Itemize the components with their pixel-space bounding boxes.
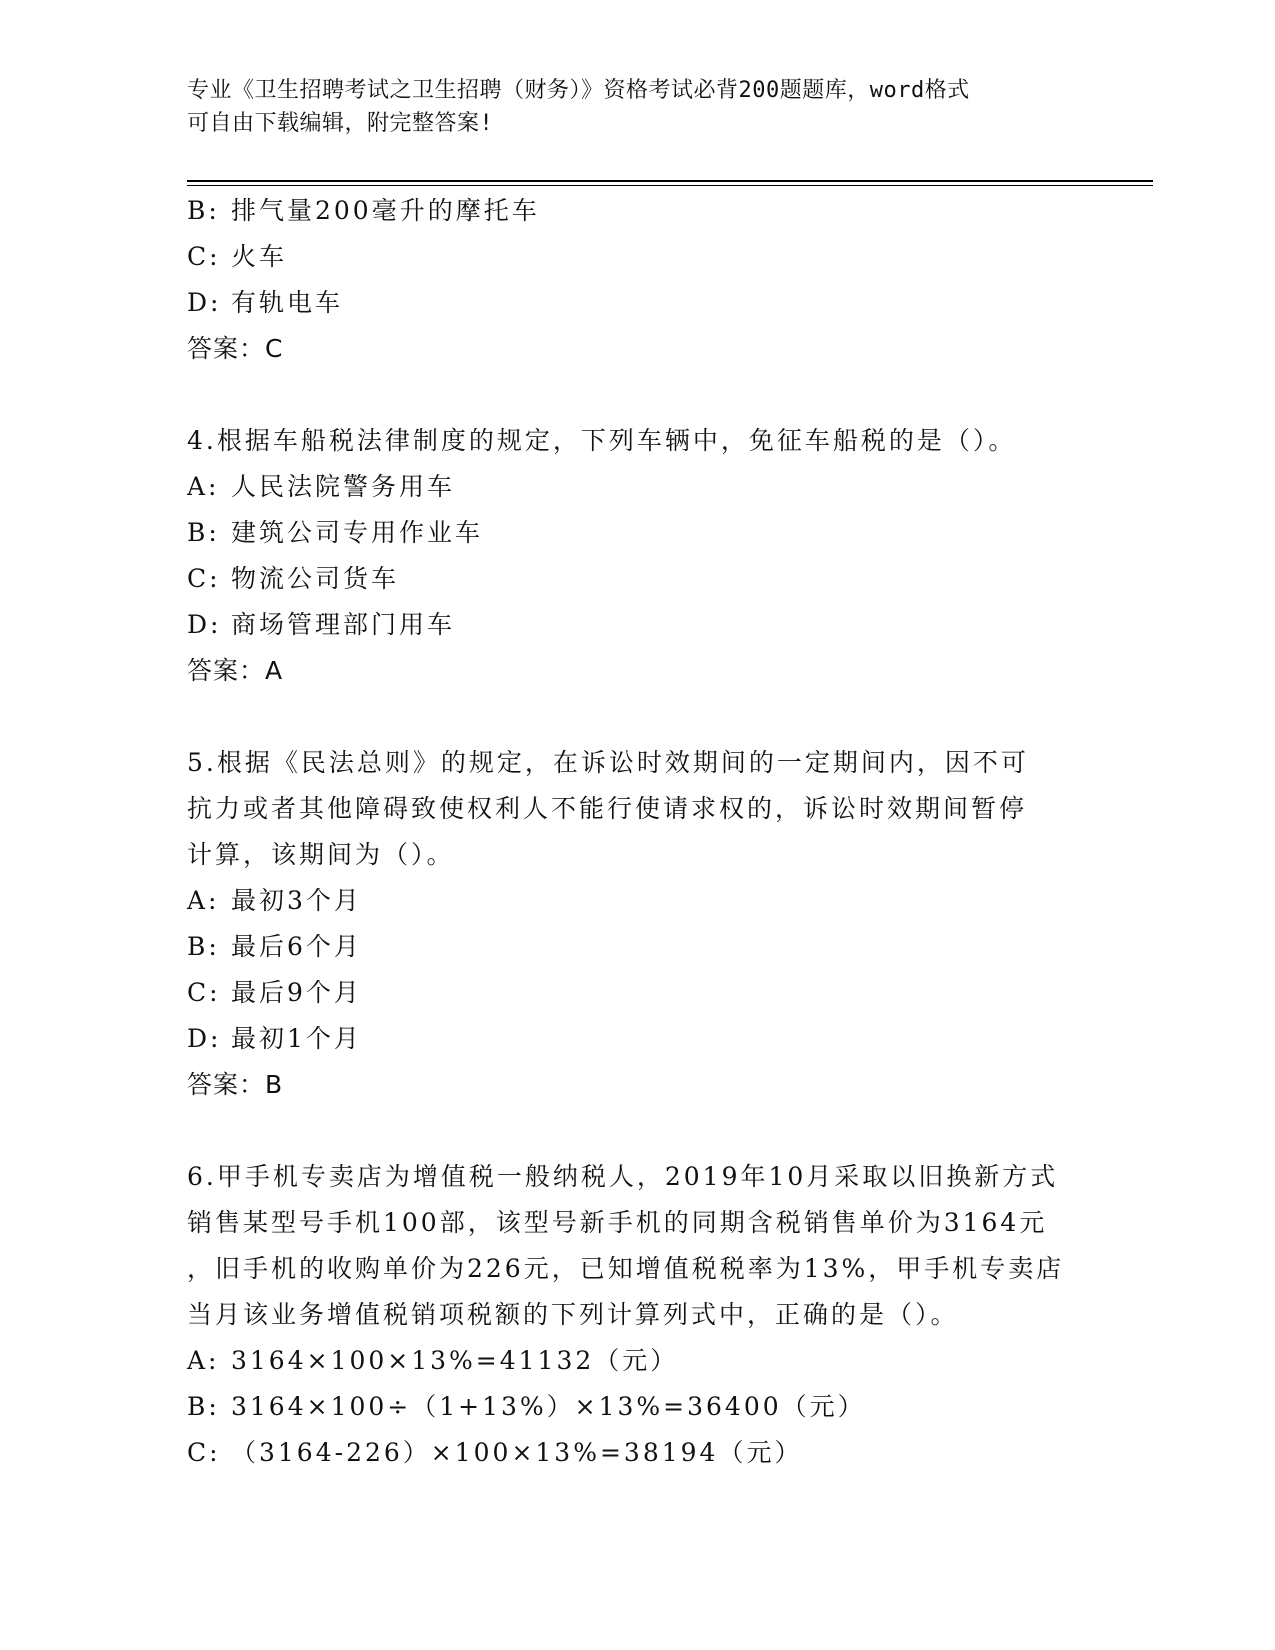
spacer [187,1108,1087,1154]
option-label: D: [187,610,222,639]
document-body [187,188,1087,1476]
question-text-line: 5.根据《民法总则》的规定，在诉讼时效期间的一定期间内，因不可 [187,748,1029,777]
option-item [187,878,1087,924]
option-item [187,188,1087,234]
option-text: 3164×100÷（1+13%）×13%=36400（元） [231,1392,866,1421]
option-item [187,556,1087,602]
question-text-line: 计算，该期间为（）。 [187,840,455,869]
answer-line: 答案：B [187,1070,284,1099]
option-text: 物流公司货车 [231,564,400,593]
option-label: B: [187,196,220,225]
option-item [187,1430,1087,1476]
option-label: C: [187,242,221,271]
option-item [187,1016,1087,1062]
option-text: 最初3个月 [231,886,362,915]
header-line-1: 专业《卫生招聘考试之卫生招聘（财务）》资格考试必背200题题库，word格式 [187,78,970,103]
header-rule-thin [187,185,1153,186]
question-6 [187,1154,1087,1476]
option-label: D: [187,288,222,317]
option-text: 排气量200毫升的摩托车 [231,196,540,225]
spacer [187,372,1087,418]
option-text: （3164-226）×100×13%=38194（元） [231,1438,803,1467]
option-label: B: [187,518,220,547]
option-text: 最后6个月 [231,932,362,961]
question-4 [187,418,1087,694]
option-text: 最后9个月 [231,978,362,1007]
option-item [187,602,1087,648]
option-item [187,280,1087,326]
spacer [187,694,1087,740]
option-text: 3164×100×13%=41132（元） [231,1346,679,1375]
option-item [187,234,1087,280]
option-item [187,970,1087,1016]
option-text: 商场管理部门用车 [231,610,456,639]
option-label: C: [187,1438,221,1467]
option-label: D: [187,1024,222,1053]
option-item [187,464,1087,510]
option-text: 建筑公司专用作业车 [231,518,484,547]
header-rule-thick [187,180,1153,182]
option-item [187,1338,1087,1384]
option-item [187,924,1087,970]
question-text-line: 抗力或者其他障碍致使权利人不能行使请求权的，诉讼时效期间暂停 [187,794,1028,823]
option-label: C: [187,978,221,1007]
option-label: B: [187,1392,220,1421]
question-text-line: 当月该业务增值税销项税额的下列计算列式中，正确的是（）。 [187,1300,959,1329]
option-label: B: [187,932,220,961]
option-label: C: [187,564,221,593]
question-5 [187,740,1087,1108]
option-text: 火车 [231,242,288,271]
answer-line: 答案：A [187,656,284,685]
document-header [187,74,1087,140]
option-item [187,1384,1087,1430]
question-text-line: ，旧手机的收购单价为226元，已知增值税税率为13%，甲手机专卖店 [187,1254,1065,1283]
question-3 [187,188,1087,372]
option-label: A: [187,472,220,501]
question-text: 4.根据车船税法律制度的规定，下列车辆中，免征车船税的是（）。 [187,426,1017,455]
question-text-line: 销售某型号手机100部，该型号新手机的同期含税销售单价为3164元 [187,1208,1048,1237]
option-item [187,510,1087,556]
option-label: A: [187,1346,220,1375]
option-text: 人民法院警务用车 [231,472,456,501]
header-line-2: 可自由下载编辑，附完整答案! [187,111,494,136]
option-label: A: [187,886,220,915]
option-text: 最初1个月 [231,1024,362,1053]
option-text: 有轨电车 [231,288,344,317]
answer-line: 答案：C [187,334,284,363]
question-text-line: 6.甲手机专卖店为增值税一般纳税人，2019年10月采取以旧换新方式 [187,1162,1059,1191]
